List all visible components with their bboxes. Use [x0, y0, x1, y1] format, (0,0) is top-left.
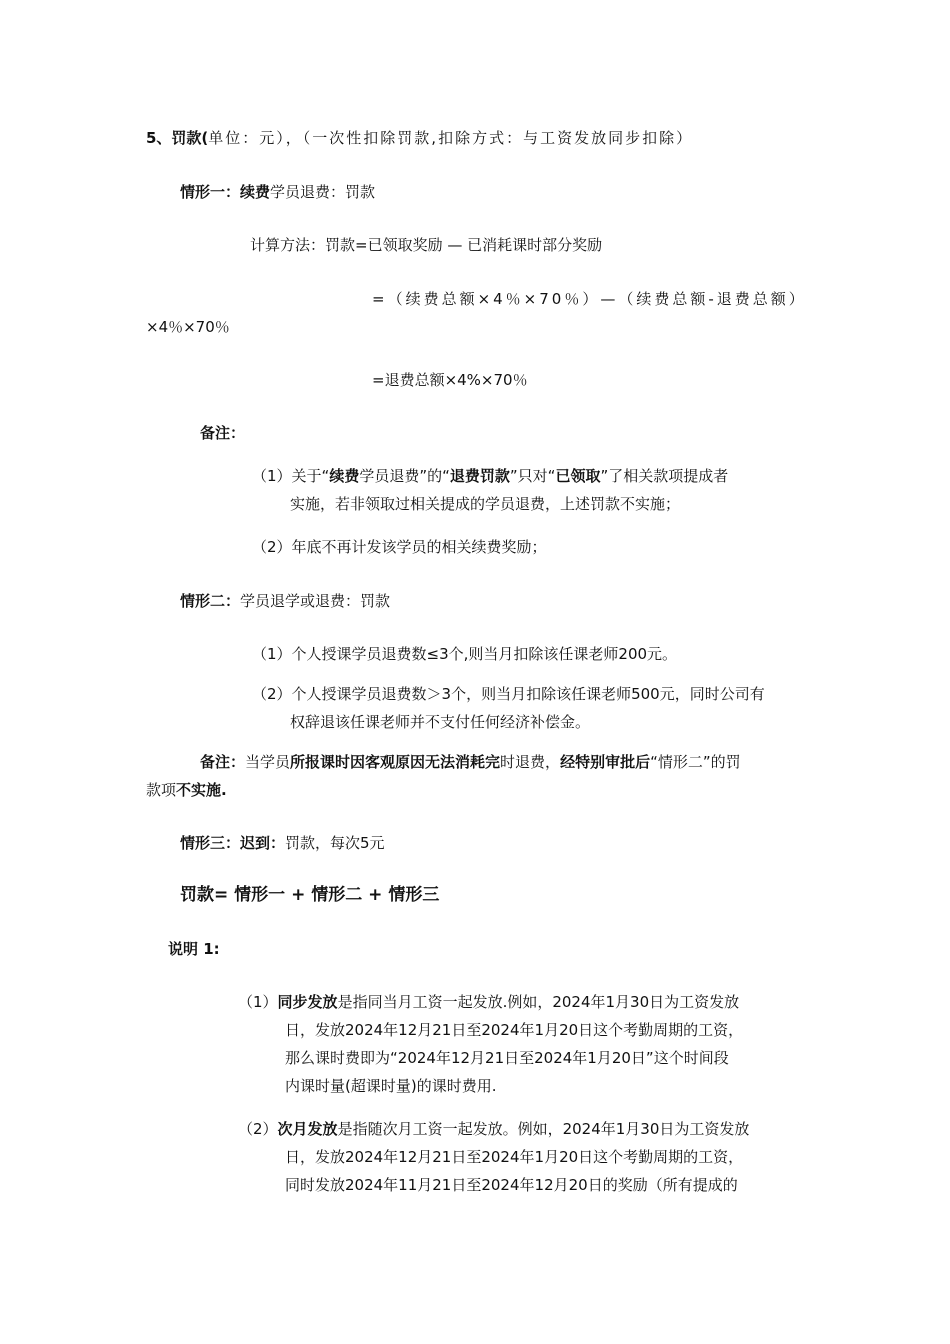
explain-item2-text: 是指随次月工资一起发放。例如，2024年1月30日为工资发放: [337, 1120, 750, 1138]
case2-item2-line2: 权辞退该任课老师并不支付任何经济补偿金。: [290, 713, 591, 731]
note1-item1-g: ”了相关款项提成者: [600, 467, 729, 485]
case2-rest: 学员退学或退费：罚款: [240, 592, 391, 610]
note1-item2: （2）年底不再计发该学员的相关续费奖励；: [252, 538, 547, 556]
note2-p3: 时退费，: [500, 753, 561, 771]
explain-item2-num: （2）: [238, 1120, 278, 1138]
note1-item1-b: 续费: [329, 467, 360, 485]
explain-item1-line1: [238, 992, 739, 1012]
explain-item2-line2: 日，发放2024年12月21日至2024年1月20日这个考勤周期的工资，: [285, 1148, 744, 1166]
note1-item1-e: ”只对“: [509, 467, 556, 485]
case3-label: 情形三：迟到：: [180, 834, 286, 852]
note1-item1-a: （1）关于“: [252, 467, 330, 485]
note2-line2b: 不实施.: [176, 781, 227, 799]
case1-heading: [180, 182, 375, 202]
case2-heading: [180, 591, 390, 611]
note1-item1-line2: 实施，若非领取过相关提成的学员退费，上述罚款不实施；: [290, 495, 681, 513]
note1-item1-d: 退费罚款: [449, 467, 510, 485]
note1-item1-f: 已领取: [555, 467, 601, 485]
penalty-formula: 罚款= 情形一 + 情形二 + 情形三: [180, 885, 440, 905]
case3-rest: 罚款，每次5元: [285, 834, 385, 852]
case1-calc-line1: 计算方法：罚款=已领取奖励 — 已消耗课时部分奖励: [250, 236, 603, 254]
note2-p1: 当学员: [245, 753, 291, 771]
case2-item2-line1: （2）个人授课学员退费数＞3个，则当月扣除该任课老师500元，同时公司有: [252, 685, 765, 703]
note2-line1: [200, 752, 741, 772]
note2-label: 备注：: [200, 753, 246, 771]
note1-item1: [252, 466, 728, 486]
case1-calc-line2b: ×4％×70％: [146, 318, 230, 336]
explain-item2-bold: 次月发放: [277, 1120, 338, 1138]
case2-label: 情形二：: [180, 592, 241, 610]
explain-item1-text: 是指同当月工资一起发放.例如，2024年1月30日为工资发放: [337, 993, 740, 1011]
section-heading: [146, 128, 693, 148]
note1-item1-c: 学员退费”的“: [359, 467, 450, 485]
case1-rest: 学员退费：罚款: [270, 183, 376, 201]
note2-line2a: 款项: [146, 781, 177, 799]
explain-item2-line3: 同时发放2024年11月21日至2024年12月20日的奖励（所有提成的: [285, 1176, 738, 1194]
case1-calc-line3: =退费总额×4%×70％: [372, 371, 528, 389]
case2-item1: （1）个人授课学员退费数≤3个,则当月扣除该任课老师200元。: [252, 645, 678, 663]
explain-item1-line2: 日，发放2024年12月21日至2024年1月20日这个考勤周期的工资，: [285, 1021, 744, 1039]
explain-item2-line1: [238, 1119, 749, 1139]
case3-heading: [180, 833, 385, 853]
case1-calc-line2: =（续费总额×4％×70％）—（续费总额-退费总额）: [372, 290, 807, 308]
explain-item1-num: （1）: [238, 993, 278, 1011]
note2-p6: ”的罚: [702, 753, 741, 771]
note2-p2: 所报课时因客观原因无法消耗完: [290, 753, 501, 771]
case1-label: 情形一：: [180, 183, 241, 201]
case1-bold: 续费: [240, 183, 271, 201]
note2-p4: 经特别审批后: [560, 753, 651, 771]
explain-item1-line3: 那么课时费即为“2024年12月21日至2024年1月20日”这个时间段: [285, 1049, 729, 1067]
explain-item1-bold: 同步发放: [277, 993, 338, 1011]
explain-item1-line4: 内课时量(超课时量)的课时费用.: [285, 1077, 497, 1095]
section-heading-text: 单位：元），（一次性扣除罚款,扣除方式：与工资发放同步扣除）: [208, 129, 694, 147]
explain-title: 说明 1:: [168, 940, 220, 958]
note2-line2: [146, 780, 227, 800]
note2-p5: “情形二: [650, 753, 703, 771]
section-heading-number: 5、罚款(: [146, 129, 209, 147]
note1-label: 备注：: [200, 424, 246, 442]
